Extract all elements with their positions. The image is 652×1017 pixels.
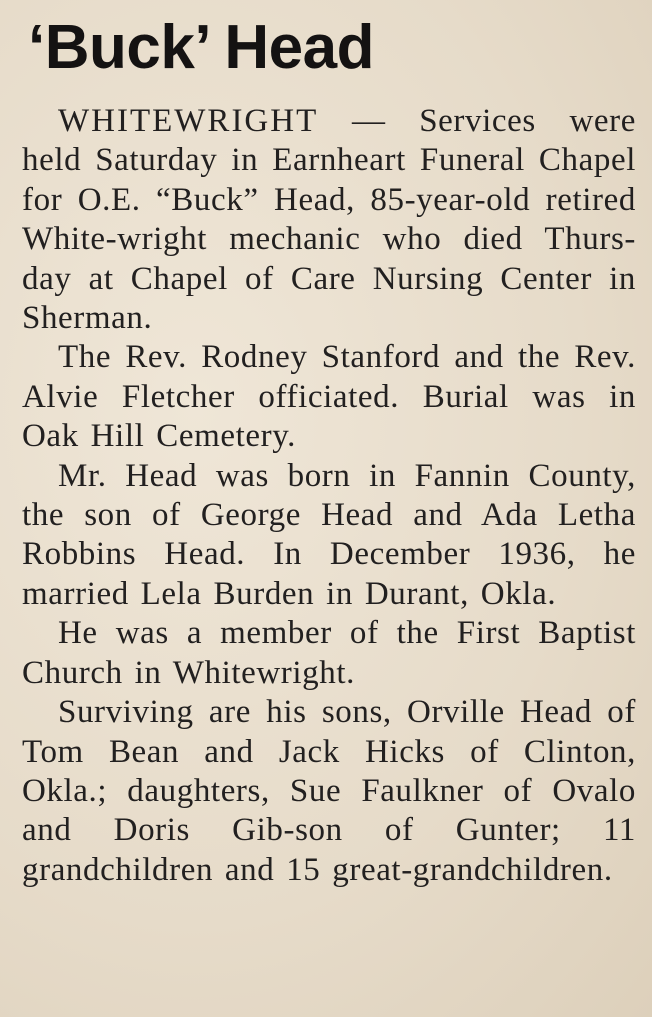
paragraph-4: He was a member of the First Baptist Church in Whitewright. <box>22 615 636 691</box>
headline: ‘Buck’ Head <box>28 13 374 82</box>
dateline: WHITEWRIGHT <box>58 103 319 139</box>
paragraph-1-text: — Services were held Saturday in Earnheart Funeral Chapel for O.E. “Buck” Head, 85-year-old retired White-wright mechanic who died Thurs-day at Chapel of Care Nursing Center in Sherman. <box>22 103 636 337</box>
paragraph-3: Mr. Head was born in Fannin County, the son of George Head and Ada Letha Robbins Head. In December 1936, he married Lela Burden in Durant, Okla. <box>22 457 636 612</box>
paragraph-5: Surviving are his sons, Orville Head of Tom Bean and Jack Hicks of Clinton, Okla.; daughters, Sue Faulkner of Ovalo and Doris Gib-son of Gunter; 11 grandchildren and 15 great-grandchildren. <box>22 694 636 888</box>
article-body <box>22 102 636 890</box>
paragraph-2: The Rev. Rodney Stanford and the Rev. Alvie Fletcher officiated. Burial was in Oak Hill Cemetery. <box>22 339 636 455</box>
paragraph-1 <box>22 102 636 338</box>
